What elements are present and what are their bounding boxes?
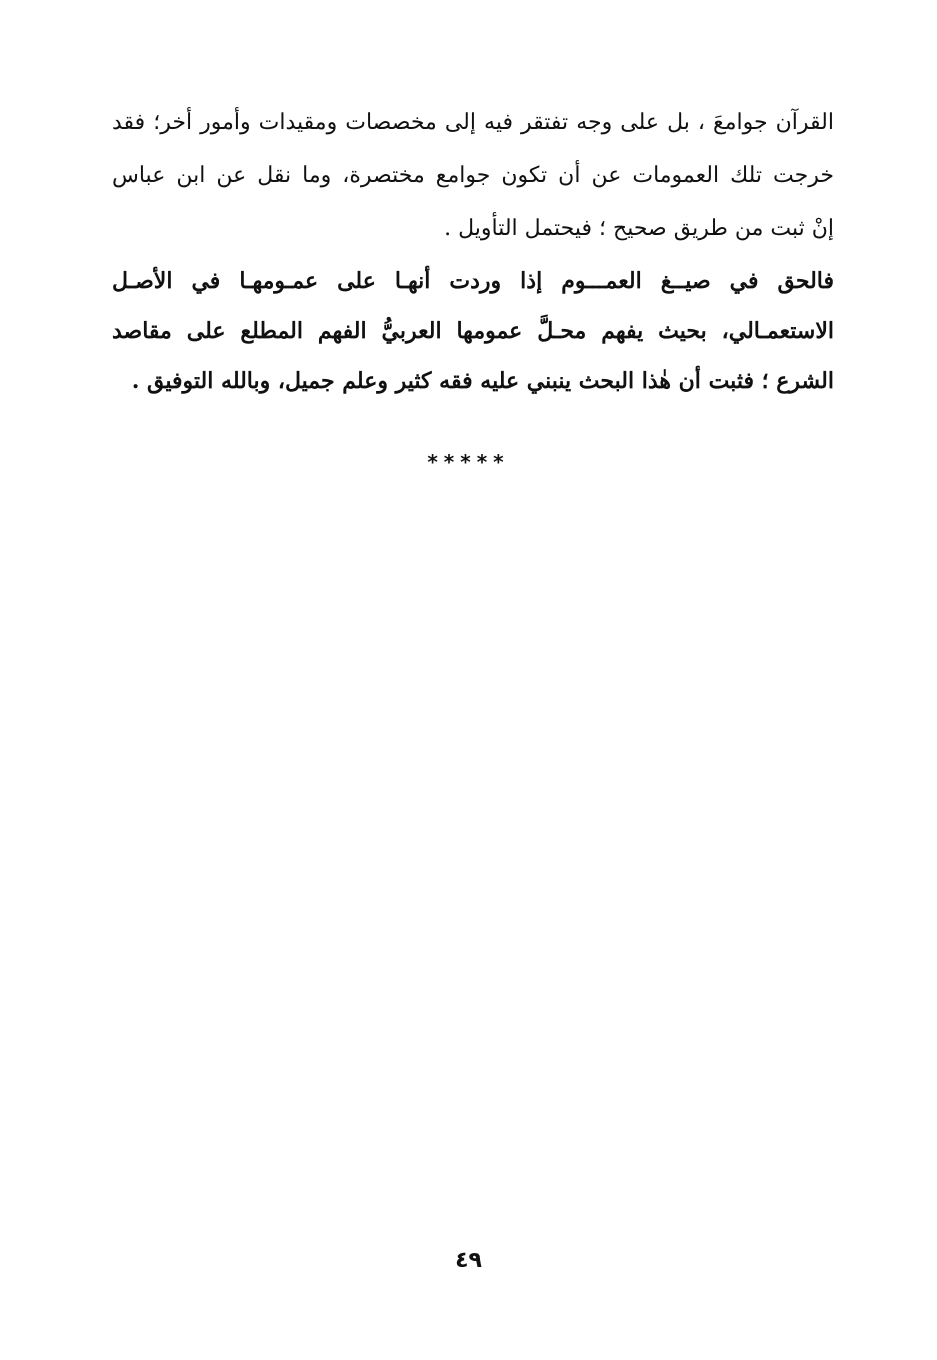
paragraph-1 xyxy=(112,96,834,255)
paragraph-line: الشرع ؛ فثبت أن هٰذا البحث ينبني عليه فقه كثير وعلم جميل، وبالله التوفيق . xyxy=(131,368,834,394)
paragraph-2 xyxy=(112,256,834,406)
section-separator: ***** xyxy=(427,450,510,474)
paragraph-line: القرآن جوامعَ ، بل على وجه تفتقر فيه إلى مخصصات ومقيدات وأمور أخر؛ فقد xyxy=(112,110,834,135)
paragraph-line: فالحق في صيــغ العمـــوم إذا وردت أنهـا على عمـومهـا في الأصـل xyxy=(112,268,834,294)
paragraph-line: خرجت تلك العمومات عن أن تكون جوامع مختصرة، وما نقل عن ابن عباس xyxy=(112,163,834,188)
paragraph-line: إنْ ثبت من طريق صحيح ؛ فيحتمل التأويل . xyxy=(444,216,834,241)
page-number: ٤٩ xyxy=(455,1248,482,1273)
paragraph-line: الاستعمـالي، بحيث يفهم محـلَّ عمومها العربيُّ الفهم المطلع على مقاصد xyxy=(112,318,834,344)
